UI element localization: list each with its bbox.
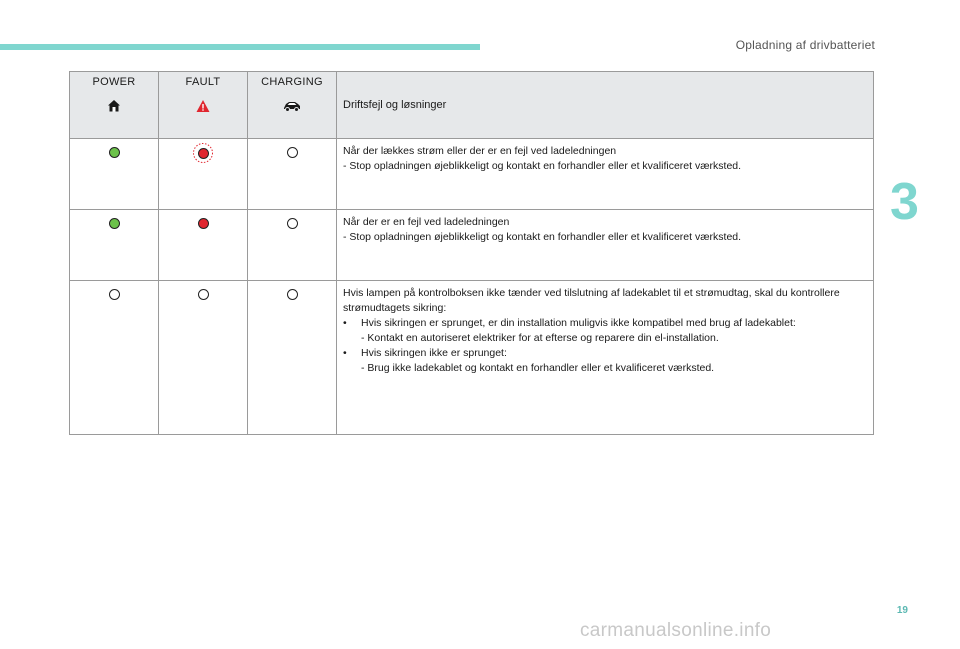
description-line: - Stop opladningen øjeblikkeligt og kontakt en forhandler eller et kvalificeret værksted. [343, 160, 742, 172]
status-lamp-table [69, 71, 874, 435]
bullet-item: • Hvis sikringen ikke er sprunget: [343, 347, 507, 359]
column-label: FAULT [185, 76, 221, 88]
column-header-description: Driftsfejl og løsninger [337, 72, 874, 139]
description-line: Når der lækkes strøm eller der er en fejl ved ladeledningen [343, 145, 617, 157]
bullet-item: • Hvis sikringen er sprunget, er din installation muligvis ikke kompatibel med brug af ladekablet: [343, 317, 796, 329]
description-line: - Stop opladningen øjeblikkeligt og kontakt en forhandler eller et kvalificeret værksted. [343, 231, 742, 243]
page-number: 19 [896, 605, 908, 616]
column-header-power [70, 72, 159, 139]
fault-lamp-cell [159, 139, 248, 210]
column-label: CHARGING [261, 76, 323, 88]
table-header-row [70, 72, 874, 139]
column-header-charging [248, 72, 337, 139]
header-accent-bar [0, 44, 480, 50]
fault-lamp-cell [159, 210, 248, 281]
description-line: Når der er en fejl ved ladeledningen [343, 216, 510, 228]
sub-item: - Kontakt en autoriseret elektriker for at efterse og reparere din el-installation. [361, 332, 719, 344]
table-row [70, 139, 874, 210]
power-lamp-cell [70, 139, 159, 210]
car-icon [282, 98, 302, 114]
warning-triangle-icon [196, 98, 210, 114]
chapter-number: 3 [890, 173, 919, 231]
power-lamp-green [109, 147, 120, 158]
section-title: Opladning af drivbatteriet [735, 38, 875, 52]
charging-lamp-cell [248, 281, 337, 435]
charging-lamp-off [287, 289, 298, 300]
table-row [70, 281, 874, 435]
description-intro: Hvis lampen på kontrolboksen ikke tænder ved tilslutning af ladekablet til et strømudtag, skal du kontrollere strømudtagets sikring: [343, 287, 840, 314]
charging-lamp-cell [248, 210, 337, 281]
charging-lamp-off [287, 218, 298, 229]
watermark: carmanualsonline.info [580, 620, 772, 641]
row-description [337, 281, 874, 435]
power-lamp-cell [70, 281, 159, 435]
fault-lamp-off [198, 289, 209, 300]
row-description [337, 139, 874, 210]
power-lamp-cell [70, 210, 159, 281]
column-label: POWER [92, 76, 136, 88]
fault-lamp-flashing [192, 142, 214, 164]
charging-lamp-off [287, 147, 298, 158]
charging-lamp-cell [248, 139, 337, 210]
power-lamp-off [109, 289, 120, 300]
table-row [70, 210, 874, 281]
sub-item: - Brug ikke ladekablet og kontakt en forhandler eller et kvalificeret værksted. [361, 362, 715, 374]
house-icon [107, 98, 121, 114]
fault-lamp-red [198, 218, 209, 229]
fault-lamp-cell [159, 281, 248, 435]
row-description [337, 210, 874, 281]
column-header-fault [159, 72, 248, 139]
power-lamp-green [109, 218, 120, 229]
